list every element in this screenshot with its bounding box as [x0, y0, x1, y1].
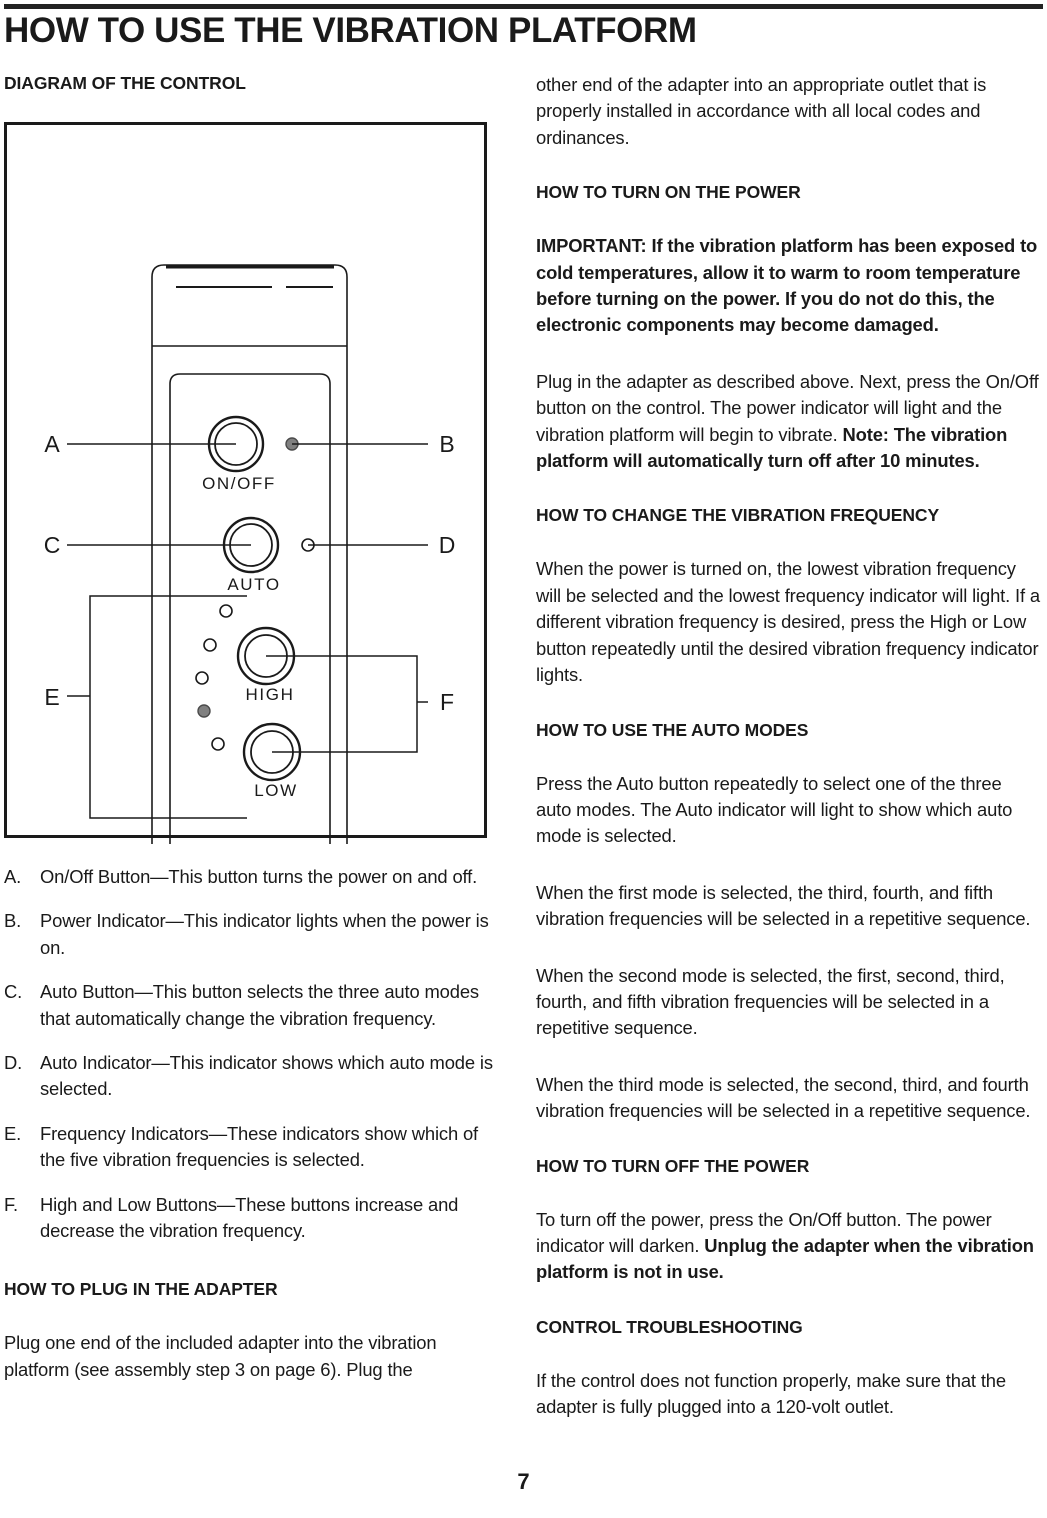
frequency-indicator-4 [198, 705, 210, 717]
legend-letter-d: D. [4, 1052, 23, 1074]
legend-letter-f: F. [4, 1193, 19, 1215]
legend-letter-b: B. [4, 910, 22, 932]
power-on-paragraph [536, 369, 1041, 475]
callout-bracket-e [90, 596, 247, 818]
callout-letter-b: B [439, 431, 455, 457]
frequency-heading: HOW TO CHANGE THE VIBRATION FREQUENCY [536, 505, 940, 526]
power-off-plain: To turn off the power, press the On/Off button. The power indicator will darken. [536, 1208, 992, 1256]
page-title: HOW TO USE THE VIBRATION PLATFORM [4, 11, 697, 50]
page-number: 7 [517, 1469, 530, 1494]
power-on-plain: Plug in the adapter as described above. Next, press the On/Off button on the control. The power indicator will light and the vibration platform will begin to vibrate. [536, 370, 1039, 445]
legend-letter-a: A. [4, 866, 22, 887]
header-rule [4, 4, 1043, 9]
power-off-paragraph [536, 1207, 1041, 1286]
auto-button-label: AUTO [227, 575, 281, 594]
power-on-note: Note: The vibration platform will automatically turn off after 10 minutes. [536, 423, 1008, 472]
frequency-paragraph: When the power is turned on, the lowest vibration frequency will be selected and the lowest frequency indicator will light. If a different vibration frequency is desired, press the High or Low button repeatedly until the desired vibration frequency indicator lights. [536, 558, 1040, 686]
frequency-indicator-5 [212, 738, 224, 750]
frequency-indicator-2 [204, 639, 216, 651]
auto-modes-heading: HOW TO USE THE AUTO MODES [536, 719, 809, 740]
legend-item-c [4, 979, 504, 1032]
legend-text-a: On/Off Button—This button turns the power on and off. [40, 866, 478, 887]
power-off-heading: HOW TO TURN OFF THE POWER [536, 1155, 810, 1176]
callout-letter-c: C [43, 532, 61, 558]
legend-item-d [4, 1050, 504, 1103]
troubleshooting-heading: CONTROL TROUBLESHOOTING [536, 1316, 803, 1337]
callout-letter-f: F [439, 689, 455, 715]
frequency-indicator-1 [220, 605, 232, 617]
auto-modes-paragraph-4: When the third mode is selected, the second, third, and fourth vibration frequencies will be selected in a repetitive sequence. [536, 1073, 1031, 1122]
frequency-indicator-dots [196, 605, 232, 750]
control-diagram [4, 122, 487, 838]
adapter-paragraph: Plug one end of the included adapter into the vibration platform (see assembly step 3 on page 6). Plug the [4, 1332, 437, 1380]
left-column [4, 72, 504, 1383]
troubleshooting-paragraph: If the control does not function properly, make sure that the adapter is fully plugged into a 120-volt outlet. [536, 1369, 1006, 1418]
legend-item-a [4, 864, 504, 890]
callout-letter-a: A [44, 431, 60, 457]
legend-item-f [4, 1192, 504, 1245]
right-column [536, 72, 1041, 1421]
auto-modes-paragraph-2: When the first mode is selected, the third, fourth, and fifth vibration frequencies will be selected in a repetitive sequence. [536, 881, 1031, 930]
frequency-indicator-3 [196, 672, 208, 684]
power-on-heading: HOW TO TURN ON THE POWER [536, 182, 801, 203]
callout-letter-e: E [44, 684, 60, 710]
high-button-label: HIGH [245, 685, 295, 704]
power-off-note: Unplug the adapter when the vibration platform is not in use. [536, 1234, 1034, 1283]
legend-item-e [4, 1121, 504, 1174]
legend-letter-c: C. [4, 981, 23, 1003]
diagram-heading: DIAGRAM OF THE CONTROL [4, 73, 246, 93]
legend-item-b [4, 908, 504, 961]
low-button-label: LOW [254, 781, 298, 800]
important-paragraph: IMPORTANT: If the vibration platform has been exposed to cold temperatures, allow it to warm to room temperature before turning on the power. If you do not do this, the electronic components may become damaged. [536, 235, 1038, 336]
auto-modes-paragraph-1: Press the Auto button repeatedly to select one of the three auto modes. The Auto indicator will light to show which auto mode is selected. [536, 772, 1013, 847]
legend-text-e: Frequency Indicators—These indicators show which of the five vibration frequencies is selected. [40, 1122, 479, 1171]
legend-text-f: High and Low Buttons—These buttons increase and decrease the vibration frequency. [40, 1193, 459, 1242]
legend-text-b: Power Indicator—This indicator lights when the power is on. [40, 910, 489, 958]
callout-letter-d: D [438, 532, 456, 558]
legend-letter-e: E. [4, 1122, 22, 1144]
on-off-button-label: ON/OFF [202, 474, 276, 493]
auto-modes-paragraph-3: When the second mode is selected, the first, second, third, fourth, and fifth vibration frequencies will be selected in a repetitive sequence. [536, 964, 1005, 1039]
adapter-continued-paragraph: other end of the adapter into an appropriate outlet that is properly installed in accordance with all local codes and ordinances. [536, 74, 987, 148]
adapter-heading: HOW TO PLUG IN THE ADAPTER [4, 1279, 278, 1300]
legend-text-c: Auto Button—This button selects the three auto modes that automatically change the vibration frequency. [40, 981, 479, 1029]
legend-text-d: Auto Indicator—This indicator shows which auto mode is selected. [40, 1052, 493, 1100]
